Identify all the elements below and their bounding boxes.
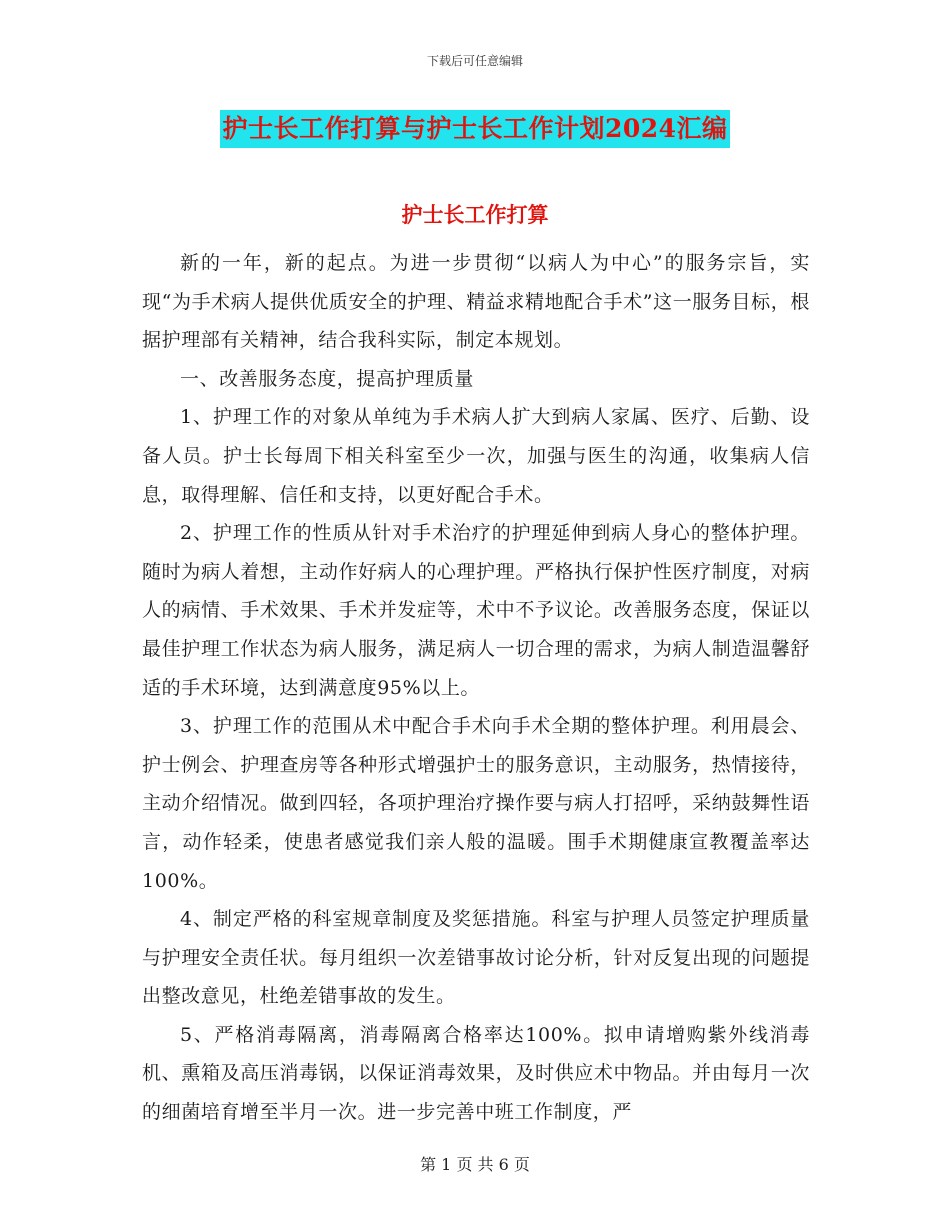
page-number-footer: 第 1 页 共 6 页 [420, 1155, 530, 1174]
document-title: 护士长工作打算与护士长工作计划2024汇编 [220, 110, 729, 148]
paragraph-item-1: 1、护理工作的对象从单纯为手术病人扩大到病人家属、医疗、后勤、设备人员。护士长每周下相关科室至少一次，加强与医生的沟通，收集病人信息，取得理解、信任和支持，以更好配合手术。 [142, 406, 810, 506]
paragraph-item-3: 3、护理工作的范围从术中配合手术向手术全期的整体护理。利用晨会、护士例会、护理查房等各种形式增强护士的服务意识，主动服务，热情接待，主动介绍情况。做到四轻，各项护理治疗操作要与病人打招呼，采纳鼓舞性语言，动作轻柔，使患者感觉我们亲人般的温暖。围手术期健康宣教覆盖率达100%。 [142, 715, 810, 892]
section-title: 护士长工作打算 [401, 202, 549, 227]
page-header-note: 下载后可任意编辑 [426, 54, 523, 68]
paragraph-item-4: 4、制定严格的科室规章制度及奖惩措施。科室与护理人员签定护理质量与护理安全责任状。每月组织一次差错事故讨论分析，针对反复出现的问题提出整改意见，杜绝差错事故的发生。 [142, 908, 810, 1008]
document-title-container [0, 110, 950, 148]
paragraph-item-5: 5、严格消毒隔离，消毒隔离合格率达100%。拟申请增购紫外线消毒机、熏箱及高压消毒锅，以保证消毒效果，及时供应术中物品。并由每月一次的细菌培育增至半月一次。进一步完善中班工作制度，严 [142, 1023, 810, 1124]
document-body [142, 244, 810, 1132]
paragraph-heading-1: 一、改善服务态度，提高护理质量 [180, 367, 475, 390]
paragraph-item-2: 2、护理工作的性质从针对手术治疗的护理延伸到病人身心的整体护理。随时为病人着想，主动作好病人的心理护理。严格执行保护性医疗制度，对病人的病情、手术效果、手术并发症等，术中不予议论。改善服务态度，保证以最佳护理工作状态为病人服务，满足病人一切合理的需求，为病人制造温馨舒适的手术环境，达到满意度95%以上。 [142, 522, 810, 699]
paragraph-intro: 新的一年，新的起点。为进一步贯彻“以病人为中心”的服务宗旨，实现“为手术病人提供优质安全的护理、精益求精地配合手术”这一服务目标，根据护理部有关精神，结合我科实际，制定本规划。 [142, 252, 810, 352]
